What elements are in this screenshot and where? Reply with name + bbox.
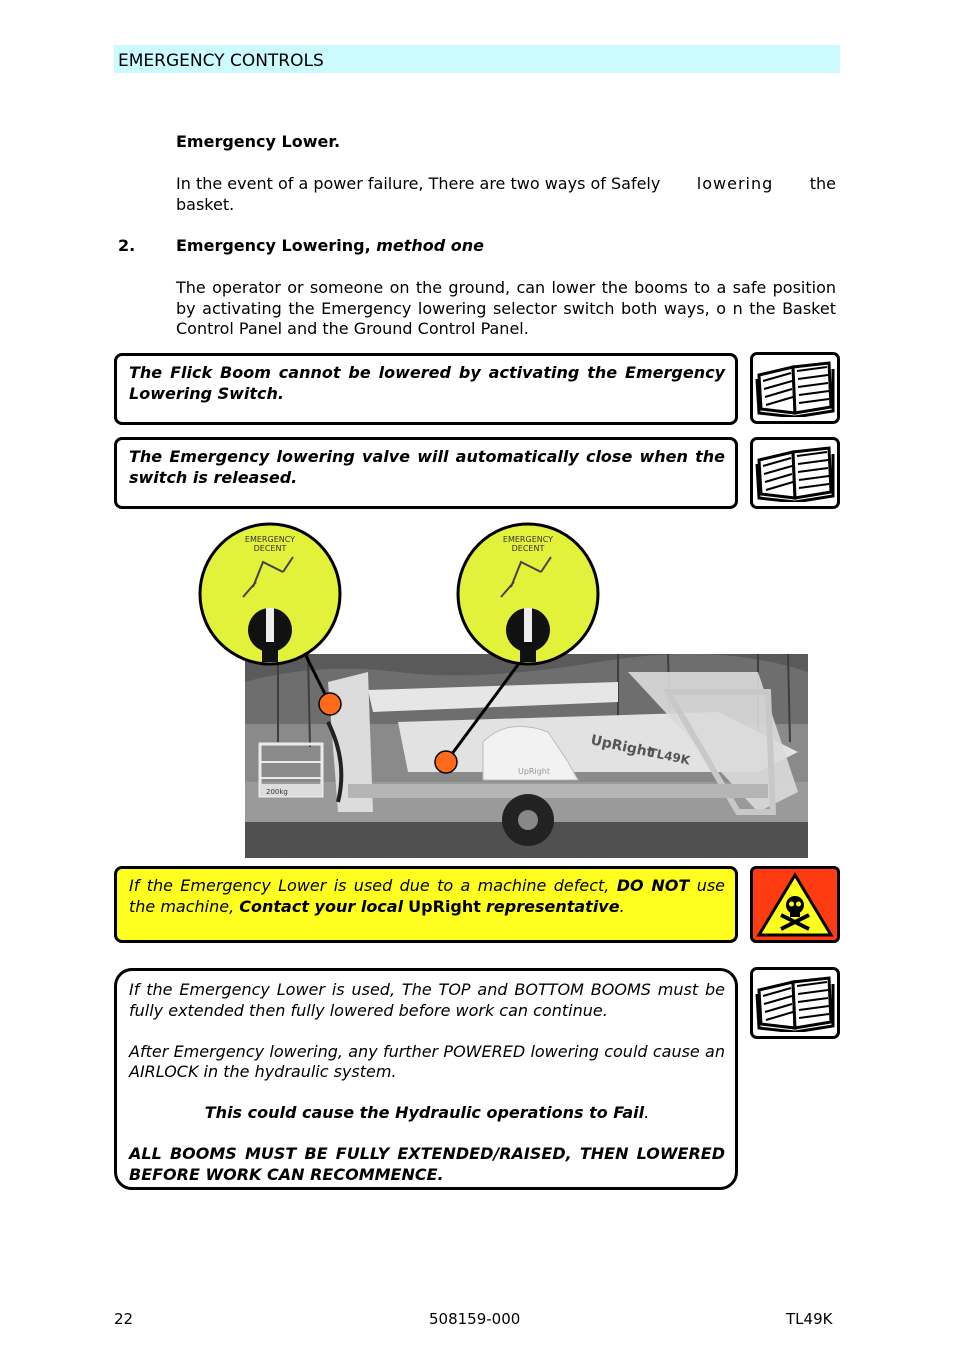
basket-weight-label: 200kg	[266, 788, 288, 796]
section2-body: The operator or someone on the ground, can lower the booms to a safe position by activating the Emergency lowering selector switch both ways, o n the Basket Control Panel and the Ground Control Panel.	[176, 278, 836, 338]
machine-photo	[245, 654, 808, 858]
marker-ground-panel	[435, 751, 457, 773]
intro-text-a: In the event of a power failure, There are two ways of Safely	[176, 174, 661, 193]
book-icon-box-3	[750, 967, 840, 1039]
intro-text-d: basket.	[176, 194, 235, 214]
marker-basket-panel	[319, 693, 341, 715]
emergency-dial-1	[200, 524, 340, 664]
section2-title: Emergency Lowering,	[176, 236, 371, 255]
note-box-1	[114, 353, 738, 425]
warning-do-not: DO NOT	[616, 876, 690, 895]
emergency-dial-2	[458, 524, 598, 664]
footer-doc-number: 508159-000	[429, 1310, 521, 1328]
warning-text	[129, 876, 725, 917]
machine-figure	[198, 522, 810, 860]
hazard-icon-box	[750, 866, 840, 943]
intro-text-b: lowering	[696, 174, 774, 193]
warning-text-1: If the Emergency Lower is used due to a machine defect,	[129, 876, 610, 895]
note-2-text: The Emergency lowering valve will automatically close when the switch is released.	[129, 447, 725, 487]
warning-representative: representative	[486, 896, 620, 916]
book-icon	[755, 444, 835, 502]
note-1-text: The Flick Boom cannot be lowered by activating the Emergency Lowering Switch.	[129, 363, 725, 403]
book-icon-box-1	[750, 352, 840, 424]
note-box-2	[114, 437, 738, 509]
machine-model-label: TL49K	[647, 745, 692, 768]
airlock-note-fail: This could cause the Hydraulic operations to Fail	[204, 1103, 645, 1122]
airlock-note-p1: If the Emergency Lower is used, The TOP and BOTTOM BOOMS must be fully extended then fully lowered before work can continue.	[129, 980, 725, 1020]
section-title: EMERGENCY CONTROLS	[118, 51, 324, 71]
book-icon	[755, 974, 835, 1032]
section2-heading	[176, 236, 484, 255]
footer-page-number: 22	[114, 1310, 134, 1328]
intro-text-c: the	[809, 174, 836, 193]
section2-subtitle: method one	[376, 236, 485, 255]
airlock-note-fail-period: .	[644, 1103, 650, 1122]
intro-heading: Emergency Lower.	[176, 132, 341, 151]
warning-period: .	[619, 896, 625, 916]
dial-2-label-1: EMERGENCY	[502, 535, 554, 544]
machine-brand-label: UpRight	[589, 732, 655, 762]
airlock-note-p4: ALL BOOMS MUST BE FULLY EXTENDED/RAISED, THEN LOWERED BEFORE WORK CAN RECOMMENCE.	[129, 1144, 725, 1184]
cover-brand-label: UpRight	[518, 767, 550, 776]
intro-paragraph	[176, 174, 836, 215]
warning-contact: Contact your local	[239, 896, 404, 916]
warning-brand: UpRight	[408, 896, 481, 916]
section2-number: 2.	[118, 236, 136, 255]
book-icon	[755, 359, 835, 417]
airlock-note-box	[114, 968, 738, 1190]
warning-box	[114, 866, 738, 943]
footer-model: TL49K	[786, 1310, 833, 1328]
book-icon-box-2	[750, 437, 840, 509]
airlock-note-p3	[129, 1103, 725, 1124]
dial-2-label-2: DECENT	[511, 544, 545, 553]
dial-1-label-2: DECENT	[253, 544, 287, 553]
hazard-skull-icon	[753, 869, 837, 940]
dial-1-label-1: EMERGENCY	[244, 535, 296, 544]
warning-text-3: use the machine,	[129, 876, 726, 916]
airlock-note-p2: After Emergency lowering, any further POWERED lowering could cause an AIRLOCK in the hydraulic system.	[129, 1041, 725, 1081]
